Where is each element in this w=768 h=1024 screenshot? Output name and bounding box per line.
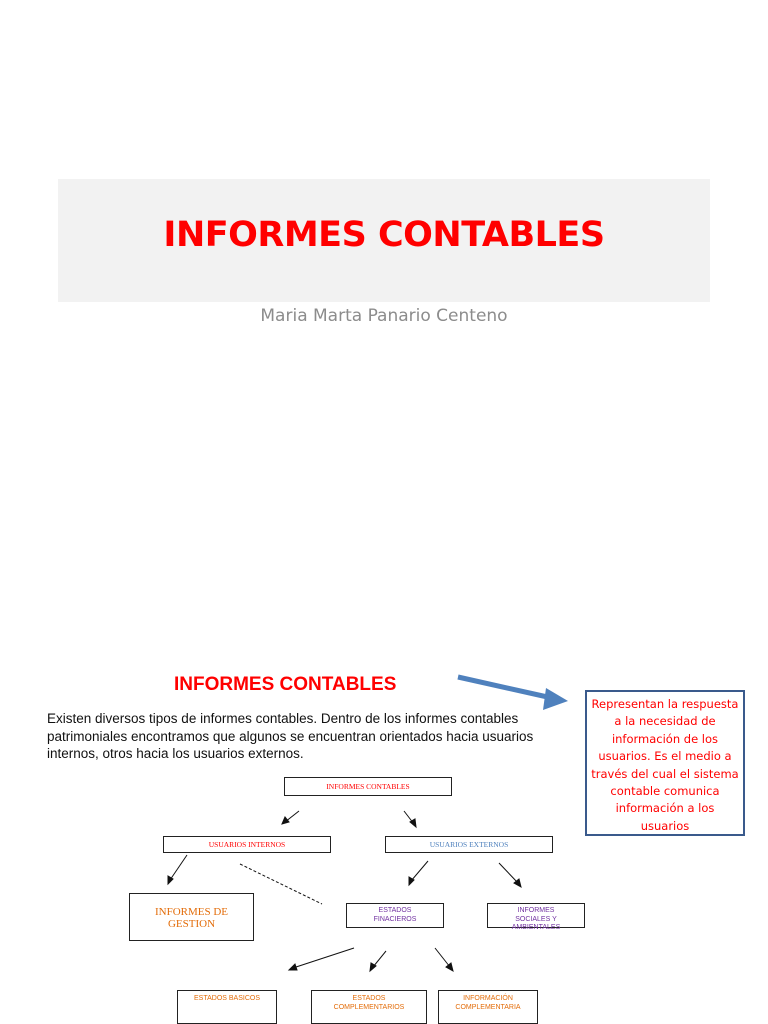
diagram-node-gestion [129,893,254,941]
node-label: USUARIOS INTERNOS [208,840,286,849]
diagram-node-complementarios [311,990,427,1024]
intro-paragraph: Existen diversos tipos de informes contables. Dentro de los informes contables patrimoniales encontramos que algunos se encuentran orientados hacia usuarios internos, otros hacia los usuarios externos. [47,711,534,761]
arrow-internal-gestion [170,855,187,880]
diagram-node-financieros [346,903,444,928]
arrow-external-sociales [499,863,518,883]
section-title: INFORMES CONTABLES [174,674,397,695]
arrowhead [282,817,289,824]
node-label: INFORMES CONTABLES [326,782,410,791]
node-label: INFORMES SOCIALES Y AMBIENTALES [511,907,561,931]
diagram-node-info-complementaria [438,990,538,1024]
node-label: ESTADOS COMPLEMENTARIOS [333,995,405,1011]
arrow-financieros-complementarios [373,951,386,967]
diagram-node-internal [163,836,331,853]
callout-arrow-head [543,688,568,710]
arrowhead [446,963,453,971]
node-label: ESTADOS BASICOS [194,995,260,1002]
page-title: INFORMES CONTABLES [163,215,605,255]
arrow-financieros-info [435,948,450,967]
arrow-external-financieros [411,861,428,881]
author-name: Maria Marta Panario Centeno [260,306,508,326]
node-label: ESTADOS FINACIEROS [373,907,417,923]
node-label: INFORMACIÓN COMPLEMENTARIA [455,995,521,1011]
diagram-node-external [385,836,553,853]
diagram-node-sociales [487,903,585,931]
diagram-node-basicos [177,990,277,1024]
arrow-financieros-basicos [293,948,354,968]
node-label: INFORMES DE GESTION [154,906,229,930]
diagram-node-root [284,777,452,796]
arrowhead [289,964,297,970]
callout-box: Representan la respuesta a la necesidad de información de los usuarios. Es el medio a través del cual el sistema contable comunica información a los usuarios [585,690,745,836]
callout-arrow-shaft [458,677,552,698]
node-label: USUARIOS EXTERNOS [429,840,509,849]
